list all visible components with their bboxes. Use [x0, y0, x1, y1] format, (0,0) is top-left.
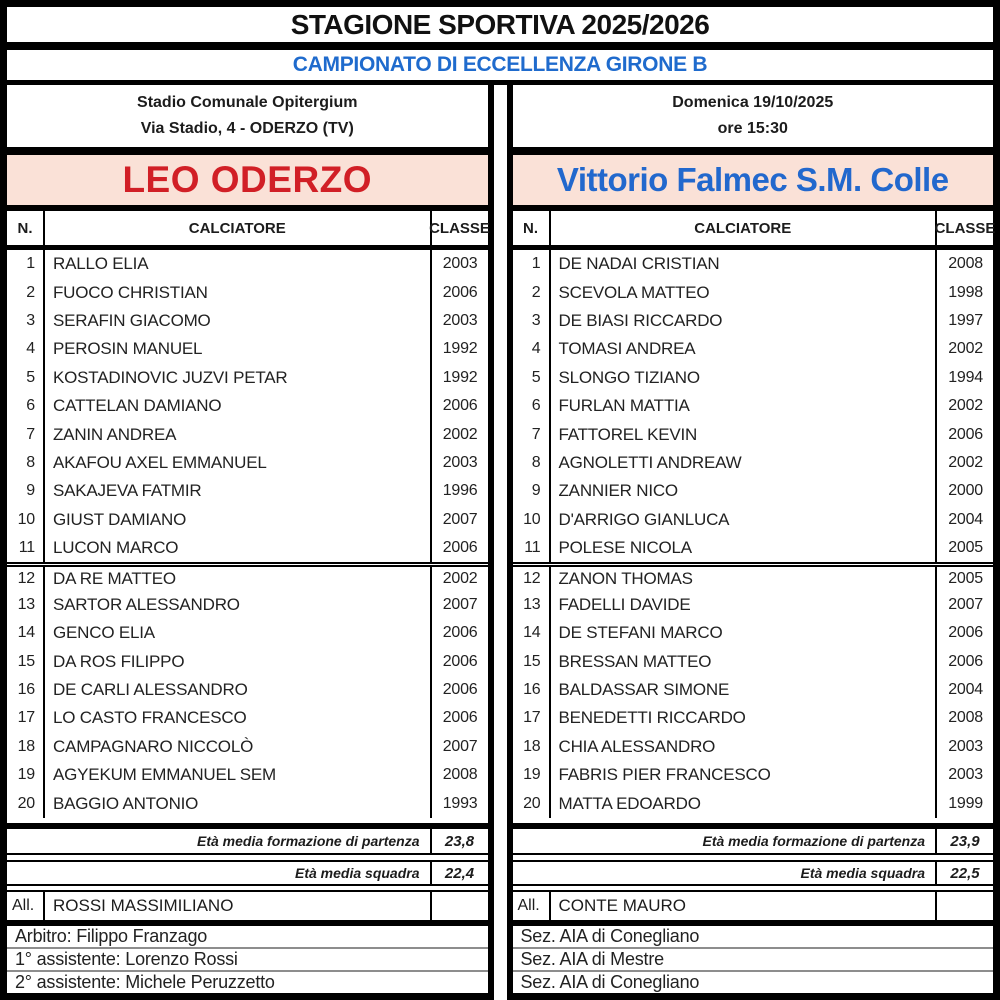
player-name: DA RE MATTEO	[53, 568, 176, 588]
player-class: 1994	[935, 364, 993, 392]
player-class: 2002	[430, 420, 488, 448]
col-header-player: CALCIATORE	[694, 219, 792, 237]
player-row	[513, 278, 994, 306]
player-row	[7, 506, 488, 534]
player-number: 3	[7, 307, 45, 335]
player-row	[7, 733, 488, 761]
avg-squad-value: 22,4	[430, 862, 488, 884]
player-row	[513, 761, 994, 789]
player-row	[7, 477, 488, 505]
player-class: 2002	[935, 335, 993, 363]
player-class: 2008	[935, 250, 993, 278]
away-date-box	[513, 85, 994, 155]
player-row	[7, 591, 488, 619]
player-number: 20	[513, 789, 551, 817]
player-number: 13	[7, 591, 45, 619]
player-row	[513, 591, 994, 619]
player-number: 14	[7, 619, 45, 647]
match-time: ore 15:30	[717, 120, 788, 137]
player-number: 5	[7, 364, 45, 392]
player-class: 2006	[430, 278, 488, 306]
player-name: PEROSIN MANUEL	[53, 339, 203, 359]
venue-name: Stadio Comunale Opitergium	[137, 94, 358, 111]
player-name: CAMPAGNARO NICCOLÒ	[53, 736, 254, 756]
player-name: ZANIN ANDREA	[53, 424, 177, 444]
player-class: 1997	[935, 307, 993, 335]
player-name: DE NADAI CRISTIAN	[558, 254, 720, 274]
coach-empty-cell	[430, 892, 488, 920]
player-class: 2006	[430, 704, 488, 732]
player-number: 4	[7, 335, 45, 363]
player-name: DE CARLI ALESSANDRO	[53, 680, 248, 700]
player-class: 2006	[430, 392, 488, 420]
player-name: TOMASI ANDREA	[558, 339, 696, 359]
player-number: 6	[7, 392, 45, 420]
official-line: Sez. AIA di Mestre	[513, 949, 994, 972]
away-roster	[513, 250, 994, 823]
player-class: 2006	[430, 676, 488, 704]
player-name: POLESE NICOLA	[558, 538, 692, 558]
player-row	[513, 562, 994, 590]
player-class: 2006	[935, 647, 993, 675]
player-row	[7, 449, 488, 477]
player-row	[513, 676, 994, 704]
player-name: DA ROS FILIPPO	[53, 651, 185, 671]
avg-starting-value: 23,9	[935, 829, 993, 853]
player-number: 11	[513, 534, 551, 562]
player-name: DE STEFANI MARCO	[558, 623, 723, 643]
player-row	[7, 250, 488, 278]
official-line: 1° assistente: Lorenzo Rossi	[7, 949, 488, 972]
player-name: FUOCO CHRISTIAN	[53, 282, 208, 302]
away-team-name: Vittorio Falmec S.M. Colle	[513, 155, 994, 211]
player-name: LUCON MARCO	[53, 538, 179, 558]
player-name: D'ARRIGO GIANLUCA	[558, 509, 730, 529]
player-row	[7, 307, 488, 335]
official-line: Arbitro: Filippo Franzago	[7, 926, 488, 949]
home-officials-box	[7, 920, 488, 993]
venue-address: Via Stadio, 4 - ODERZO (TV)	[140, 120, 354, 137]
player-number: 17	[513, 704, 551, 732]
player-class: 2006	[430, 534, 488, 562]
player-number: 16	[513, 676, 551, 704]
player-number: 20	[7, 789, 45, 817]
player-name: AKAFOU AXEL EMMANUEL	[53, 452, 267, 472]
col-header-player: CALCIATORE	[188, 219, 286, 237]
player-number: 9	[7, 477, 45, 505]
teams-columns	[0, 85, 1000, 1000]
player-class: 1992	[430, 335, 488, 363]
home-venue-box	[7, 85, 488, 155]
player-number: 1	[513, 250, 551, 278]
player-number: 1	[7, 250, 45, 278]
player-name: ZANNIER NICO	[558, 481, 678, 501]
home-table-header	[7, 211, 488, 250]
avg-starting-row	[7, 829, 488, 855]
player-number: 12	[513, 567, 551, 590]
player-number: 12	[7, 567, 45, 590]
player-number: 5	[513, 364, 551, 392]
player-class: 2008	[430, 761, 488, 789]
player-number: 8	[513, 449, 551, 477]
player-number: 14	[513, 619, 551, 647]
player-name: CATTELAN DAMIANO	[53, 396, 222, 416]
player-class: 2004	[935, 506, 993, 534]
player-number: 15	[7, 647, 45, 675]
player-class: 1998	[935, 278, 993, 306]
player-name: FATTOREL KEVIN	[558, 424, 698, 444]
match-date: Domenica 19/10/2025	[672, 94, 834, 111]
player-name: GIUST DAMIANO	[53, 509, 187, 529]
avg-squad-label: Età media squadra	[295, 865, 420, 881]
player-number: 3	[513, 307, 551, 335]
player-class: 2002	[935, 449, 993, 477]
player-class: 2007	[430, 591, 488, 619]
avg-squad-value: 22,5	[935, 862, 993, 884]
player-row	[513, 364, 994, 392]
player-row	[7, 534, 488, 562]
player-name: SCEVOLA MATTEO	[558, 282, 710, 302]
player-row	[7, 364, 488, 392]
player-name: AGNOLETTI ANDREAW	[558, 452, 742, 472]
player-class: 2003	[935, 761, 993, 789]
player-row	[513, 534, 994, 562]
player-name: SERAFIN GIACOMO	[53, 310, 211, 330]
home-team-name: LEO ODERZO	[7, 155, 488, 211]
player-row	[7, 676, 488, 704]
player-class: 2002	[935, 392, 993, 420]
player-class: 2005	[935, 567, 993, 590]
player-class: 2003	[430, 449, 488, 477]
player-name: SLONGO TIZIANO	[558, 367, 700, 387]
coach-row	[513, 890, 994, 920]
player-name: KOSTADINOVIC JUZVI PETAR	[53, 367, 288, 387]
coach-label: All.	[513, 892, 551, 920]
player-row	[513, 307, 994, 335]
coach-row	[7, 890, 488, 920]
player-class: 2004	[935, 676, 993, 704]
player-number: 19	[7, 761, 45, 789]
player-name: SAKAJEVA FATMIR	[53, 481, 202, 501]
player-class: 2003	[935, 733, 993, 761]
player-row	[513, 789, 994, 817]
player-row	[513, 506, 994, 534]
player-number: 11	[7, 534, 45, 562]
player-class: 2005	[935, 534, 993, 562]
avg-squad-row	[7, 860, 488, 886]
avg-starting-label: Età media formazione di partenza	[197, 833, 420, 849]
player-class: 1993	[430, 789, 488, 817]
away-summary	[513, 823, 994, 920]
player-row	[513, 392, 994, 420]
col-header-class: CLASSE	[430, 211, 488, 245]
col-header-class: CLASSE	[935, 211, 993, 245]
player-row	[7, 335, 488, 363]
coach-empty-cell	[935, 892, 993, 920]
coach-label: All.	[7, 892, 45, 920]
player-number: 9	[513, 477, 551, 505]
player-name: CHIA ALESSANDRO	[558, 736, 716, 756]
player-name: BAGGIO ANTONIO	[53, 793, 199, 813]
player-row	[513, 477, 994, 505]
player-row	[513, 449, 994, 477]
player-name: AGYEKUM EMMANUEL SEM	[53, 765, 277, 785]
player-class: 2006	[935, 420, 993, 448]
player-row	[513, 704, 994, 732]
official-line: Sez. AIA di Conegliano	[513, 926, 994, 949]
away-team-panel	[507, 85, 1000, 1000]
player-class: 2006	[430, 619, 488, 647]
player-name: FABRIS PIER FRANCESCO	[558, 765, 771, 785]
player-class: 2003	[430, 307, 488, 335]
player-number: 4	[513, 335, 551, 363]
player-class: 2006	[935, 619, 993, 647]
player-number: 7	[7, 420, 45, 448]
player-row	[7, 619, 488, 647]
player-row	[7, 420, 488, 448]
player-row	[513, 733, 994, 761]
player-number: 17	[7, 704, 45, 732]
away-table-header	[513, 211, 994, 250]
player-number: 15	[513, 647, 551, 675]
player-row	[513, 335, 994, 363]
player-number: 10	[513, 506, 551, 534]
player-class: 2007	[430, 733, 488, 761]
player-row	[7, 562, 488, 590]
official-line: 2° assistente: Michele Peruzzetto	[15, 972, 275, 992]
player-number: 10	[7, 506, 45, 534]
player-class: 1999	[935, 789, 993, 817]
player-row	[513, 250, 994, 278]
player-number: 2	[513, 278, 551, 306]
home-team-panel	[0, 85, 494, 1000]
player-class: 2008	[935, 704, 993, 732]
player-name: MATTA EDOARDO	[558, 793, 701, 813]
player-class: 2007	[430, 506, 488, 534]
player-row	[513, 647, 994, 675]
player-row	[7, 761, 488, 789]
player-name: LO CASTO FRANCESCO	[53, 708, 247, 728]
player-row	[513, 420, 994, 448]
player-number: 18	[7, 733, 45, 761]
player-number: 13	[513, 591, 551, 619]
official-line: Sez. AIA di Conegliano	[520, 972, 700, 992]
avg-starting-row	[513, 829, 994, 855]
coach-name: CONTE MAURO	[558, 896, 686, 915]
player-row	[7, 278, 488, 306]
player-name: FADELLI DAVIDE	[558, 594, 691, 614]
player-number: 7	[513, 420, 551, 448]
player-name: FURLAN MATTIA	[558, 396, 690, 416]
player-name: SARTOR ALESSANDRO	[53, 594, 240, 614]
player-number: 2	[7, 278, 45, 306]
player-class: 2003	[430, 250, 488, 278]
player-class: 2006	[430, 647, 488, 675]
player-name: DE BIASI RICCARDO	[558, 310, 723, 330]
player-class: 2000	[935, 477, 993, 505]
col-header-number: N.	[7, 211, 45, 245]
away-officials-box	[513, 920, 994, 993]
player-number: 8	[7, 449, 45, 477]
player-row	[513, 619, 994, 647]
player-name: BENEDETTI RICCARDO	[558, 708, 746, 728]
player-class: 2007	[935, 591, 993, 619]
player-row	[7, 392, 488, 420]
avg-starting-value: 23,8	[430, 829, 488, 853]
player-number: 16	[7, 676, 45, 704]
player-class: 1996	[430, 477, 488, 505]
player-number: 18	[513, 733, 551, 761]
player-name: BALDASSAR SIMONE	[558, 680, 730, 700]
player-class: 2002	[430, 567, 488, 590]
home-roster	[7, 250, 488, 823]
player-name: BRESSAN MATTEO	[558, 651, 712, 671]
player-row	[7, 789, 488, 817]
player-class: 1992	[430, 364, 488, 392]
player-name: ZANON THOMAS	[558, 568, 693, 588]
player-row	[7, 647, 488, 675]
coach-name: ROSSI MASSIMILIANO	[53, 896, 234, 915]
avg-squad-row	[513, 860, 994, 886]
player-row	[7, 704, 488, 732]
player-number: 6	[513, 392, 551, 420]
competition-title: CAMPIONATO DI ECCELLENZA GIRONE B	[0, 50, 1000, 85]
player-number: 19	[513, 761, 551, 789]
col-header-number: N.	[513, 211, 551, 245]
player-name: GENCO ELIA	[53, 623, 155, 643]
avg-starting-label: Età media formazione di partenza	[702, 833, 925, 849]
home-summary	[7, 823, 488, 920]
player-name: RALLO ELIA	[53, 254, 149, 274]
season-title: STAGIONE SPORTIVA 2025/2026	[0, 7, 1000, 50]
avg-squad-label: Età media squadra	[800, 865, 925, 881]
